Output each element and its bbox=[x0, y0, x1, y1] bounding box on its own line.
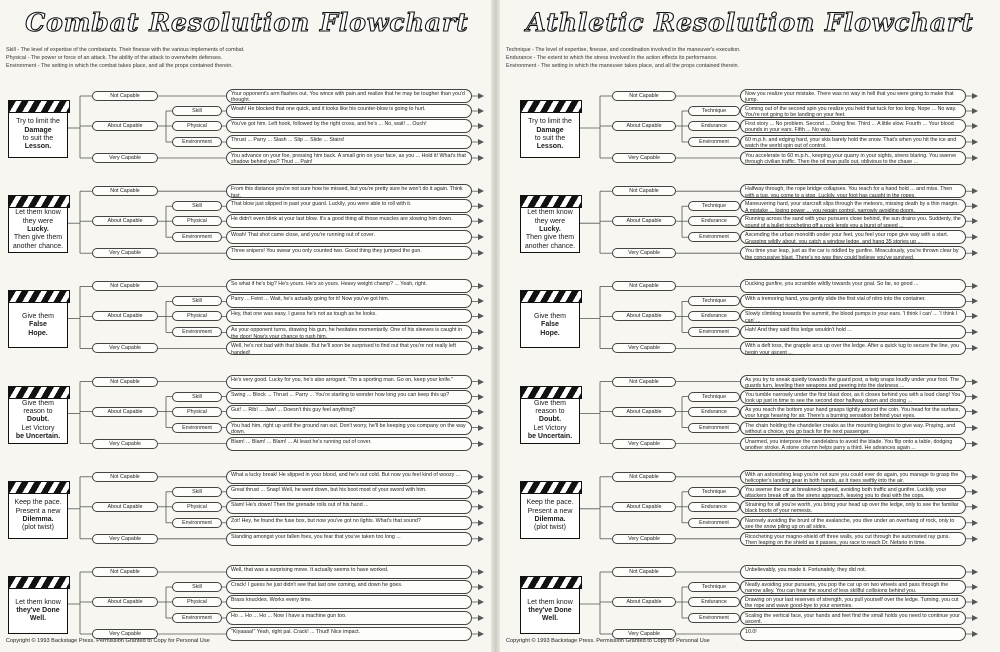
definition-endurance: Endurance - The extent to which the stress involved in the action effects its performance. bbox=[506, 55, 718, 61]
outcome-description: Standing amongst your fallen foes, you fear that you've taken too long ... bbox=[226, 532, 472, 546]
capability-label: Very Capable bbox=[92, 248, 158, 258]
goal-line: Let them know bbox=[15, 598, 61, 606]
capability-label: Not Capable bbox=[612, 186, 676, 196]
outcome-description: Swing ... Block ... Thrust ... Parry ... You're starting to wonder how long you can keep this up? bbox=[226, 390, 472, 404]
factor-label: Environment bbox=[688, 518, 740, 528]
goal-line: Keep the pace. bbox=[526, 499, 574, 507]
clapperboard-icon bbox=[8, 195, 70, 255]
arrow-right-icon bbox=[478, 283, 484, 289]
arrow-right-icon bbox=[972, 345, 978, 351]
factor-label: Physical bbox=[172, 216, 222, 226]
definition-skill: Skill - The level of expertise of the combatants. Their finesse with the various implements of combat. bbox=[6, 47, 245, 53]
outcome-description: You accelerate to 60 m.p.h., keeping your quarry in your sights, sirens blaring. You swerve through civilian traffic. Then the oil man pulls out, oblivious to the chase ... bbox=[740, 151, 966, 165]
factor-label: Environment bbox=[688, 137, 740, 147]
outcome-description: You tumble narrowly under the first blast door, as it closes behind you with a loud clang! You look up just in time to see the second door halfway down and closing ... bbox=[740, 390, 966, 404]
outcome-description: Narrowly avoiding the brunt of the avalanche, you dive under an overhang of rock, only to see the snow piling up on all sides. bbox=[740, 516, 966, 530]
arrow-right-icon bbox=[478, 188, 484, 194]
factor-label: Endurance bbox=[688, 216, 740, 226]
outcome-description: So what if he's big? He's yours. He's so yours. Heavy weight champ? ... Yeah, right. bbox=[226, 279, 472, 293]
arrow-right-icon bbox=[972, 123, 978, 129]
factor-label: Physical bbox=[172, 311, 222, 321]
factor-label: Skill bbox=[172, 296, 222, 306]
goal-line: Try to limit the bbox=[528, 118, 572, 126]
arrow-right-icon bbox=[478, 313, 484, 319]
definition-technique: Technique - The level of expertise, finesse, and coordination involved in the maneuver's execution. bbox=[506, 47, 741, 53]
factor-label: Technique bbox=[688, 487, 740, 497]
factor-label: Environment bbox=[172, 327, 222, 337]
outcome-description: Drawing on your last reserves of strength, you pull yourself over the ledge. Turning, you cut the rope and wave good-bye to your enemies. bbox=[740, 595, 966, 609]
factor-label: Physical bbox=[172, 597, 222, 607]
outcome-goal bbox=[520, 112, 580, 158]
goal-line: Doubt. bbox=[26, 416, 50, 424]
outcome-description: 10.0! bbox=[740, 627, 966, 641]
factor-label: Environment bbox=[172, 518, 222, 528]
goal-line: False bbox=[541, 321, 559, 329]
capability-label: Very Capable bbox=[612, 439, 676, 449]
factor-label: Technique bbox=[688, 392, 740, 402]
arrow-right-icon bbox=[972, 394, 978, 400]
outcome-description: Straining for all you're worth, you bring your head up over the ledge, only to see the familiar black boots of your nemesis. bbox=[740, 500, 966, 514]
outcome-description: As you reach the bottom your hand grasps tightly around the coin. You head for the surface, your lungs heaving for air. There's a burning sensation behind your eyes. bbox=[740, 405, 966, 419]
capability-label: Not Capable bbox=[612, 91, 676, 101]
outcome-goal bbox=[520, 398, 580, 444]
outcome-description: "Kiyaaaa!" Yeah, right pal. Crack! ... Thud! Nice impact. bbox=[226, 627, 472, 641]
arrow-right-icon bbox=[972, 599, 978, 605]
goal-line: they were bbox=[534, 217, 566, 225]
outcome-goal bbox=[520, 207, 580, 253]
arrow-right-icon bbox=[972, 441, 978, 447]
capability-label: Not Capable bbox=[92, 281, 158, 291]
goal-line: Give them bbox=[534, 312, 566, 320]
arrow-right-icon bbox=[972, 584, 978, 590]
arrow-right-icon bbox=[478, 409, 484, 415]
factor-label: Skill bbox=[172, 487, 222, 497]
clapperboard-icon bbox=[8, 576, 70, 636]
arrow-right-icon bbox=[478, 425, 484, 431]
outcome-goal bbox=[8, 588, 68, 634]
arrow-right-icon bbox=[972, 298, 978, 304]
outcome-description: 60 m.p.h. and edging hard, your skis barely hold the snow. That's when you hit the ice and watch the world spin out of control. bbox=[740, 135, 966, 149]
outcome-description: The chain holding the chandelier creaks as the mounting begins to give way. Praying, and without a choice, you go back for the next passenger. bbox=[740, 421, 966, 435]
capability-label: Very Capable bbox=[612, 248, 676, 258]
capability-label: Not Capable bbox=[612, 472, 676, 482]
arrow-right-icon bbox=[972, 218, 978, 224]
goal-line: Then give them bbox=[13, 234, 63, 242]
outcome-description: With a deft toss, the grapple arcs up over the ledge. After a quick tug to secure the line, you begin your ascent ... bbox=[740, 341, 966, 355]
capability-label: Not Capable bbox=[612, 377, 676, 387]
arrow-right-icon bbox=[478, 155, 484, 161]
clapperboard-icon bbox=[8, 100, 70, 160]
outcome-description: With a tremoring hand, you gently slide the first vial of nitro into the container. bbox=[740, 294, 966, 308]
outcome-description: Hah! And they said this ledge wouldn't hold ... bbox=[740, 325, 966, 339]
clapperboard-icon bbox=[520, 290, 582, 350]
goal-line: Try to limit the bbox=[16, 118, 60, 126]
capability-label: Very Capable bbox=[92, 153, 158, 163]
clapperboard-icon bbox=[520, 481, 582, 541]
capability-label: Not Capable bbox=[92, 91, 158, 101]
outcome-description: What a lucky break! He slipped in your blood, and he's out cold. But now you feel kind of woozy ... bbox=[226, 470, 472, 484]
goal-line: Hope. bbox=[28, 329, 48, 337]
factor-label: Physical bbox=[172, 502, 222, 512]
factor-label: Physical bbox=[172, 121, 222, 131]
arrow-right-icon bbox=[972, 569, 978, 575]
goal-line: Let Victory bbox=[21, 424, 55, 432]
outcome-description: Three snipers! You swear you only counted two. Good thing they jumped the gun. bbox=[226, 246, 472, 260]
capability-label: Very Capable bbox=[92, 534, 158, 544]
goal-line: they've Done bbox=[528, 606, 572, 614]
goal-line: they were bbox=[22, 217, 54, 225]
page-gutter bbox=[491, 0, 500, 652]
arrow-right-icon bbox=[972, 93, 978, 99]
capability-label: About Capable bbox=[612, 597, 676, 607]
outcome-description: You time your leap, just as the car is riddled by gunfire. Miraculously, you're thrown clear by the concussive blast. There's no way they could believe you've survived. bbox=[740, 246, 966, 260]
clapperboard-icon bbox=[8, 290, 70, 350]
arrow-right-icon bbox=[478, 536, 484, 542]
capability-label: About Capable bbox=[612, 407, 676, 417]
factor-label: Skill bbox=[172, 106, 222, 116]
arrow-right-icon bbox=[972, 155, 978, 161]
capability-label: Not Capable bbox=[92, 186, 158, 196]
arrow-right-icon bbox=[972, 474, 978, 480]
goal-line: Let them know bbox=[527, 209, 573, 217]
clapperboard-icon bbox=[8, 386, 70, 446]
outcome-description: You advance on your foe, pressing him back. A small grin on your face, as you ... Hold it! What's that shadow behind you? Thud ... Pain! bbox=[226, 151, 472, 165]
outcome-description: Woah! That shot came close, and you're running out of cover. bbox=[226, 230, 472, 244]
outcome-description: Scaling the vertical face, your hands and feet find the small holds you need to continue your ascent. bbox=[740, 611, 966, 625]
factor-label: Environment bbox=[688, 327, 740, 337]
factor-label: Skill bbox=[172, 582, 222, 592]
outcome-description: Brass knuckles. Works every time. bbox=[226, 595, 472, 609]
factor-label: Environment bbox=[172, 423, 222, 433]
arrow-right-icon bbox=[972, 250, 978, 256]
outcome-description: Maneuvering hard, your starcraft slips through the meteors, missing death by a thin margin. A mistake ... losing power ... you regain control, narrowly avoiding doom. bbox=[740, 199, 966, 213]
arrow-right-icon bbox=[972, 536, 978, 542]
capability-label: About Capable bbox=[92, 502, 158, 512]
outcome-description: Halfway through, the rope bridge collapses. You reach for a hand hold ... and miss. Then with a tug, you come to a stop. Luckily, your foot has caught in the ropes. bbox=[740, 184, 966, 198]
arrow-right-icon bbox=[972, 379, 978, 385]
goal-line: reason to bbox=[23, 408, 53, 416]
goal-line: Doubt. bbox=[538, 416, 562, 424]
outcome-description: Slowly climbing towards the summit, the blood pumps in your ears. 'I think I can' ... 'I think I can' ... bbox=[740, 309, 966, 323]
arrow-right-icon bbox=[478, 504, 484, 510]
factor-label: Environment bbox=[688, 232, 740, 242]
goal-line: Let them know bbox=[15, 209, 61, 217]
outcome-description: First story ... No problem. Second ... Doing fine. Third ... A little slow. Fourth ... Your blood pounds in your ears. Fifth ... No way. bbox=[740, 119, 966, 133]
arrow-right-icon bbox=[972, 139, 978, 145]
outcome-description: Unarmed, you interpose the candelabra to avoid the blade. You flip onto a table, dodging another stroke. A stone column helps parry a third. He advances again ... bbox=[740, 437, 966, 451]
outcome-description: Ducking gunfire, you scramble wildly towards your goal. So far, so good ... bbox=[740, 279, 966, 293]
goal-line: Let Victory bbox=[533, 424, 567, 432]
capability-label: About Capable bbox=[612, 121, 676, 131]
goal-line: Lesson. bbox=[24, 143, 52, 151]
factor-label: Technique bbox=[688, 582, 740, 592]
capability-label: About Capable bbox=[92, 407, 158, 417]
goal-line: to suit the bbox=[22, 135, 54, 142]
goal-line: Keep the pace. bbox=[14, 499, 62, 507]
arrow-right-icon bbox=[478, 379, 484, 385]
capability-label: About Capable bbox=[92, 121, 158, 131]
arrow-right-icon bbox=[972, 313, 978, 319]
capability-label: About Capable bbox=[612, 502, 676, 512]
goal-line: another chance. bbox=[524, 242, 576, 250]
outcome-description: Woah! He blocked that one quick, and it looks like his counter-blow is going to hurt. bbox=[226, 104, 472, 118]
copyright-footer: Copyright © 1993 Backstage Press. Permission Granted to Copy for Personal Use bbox=[506, 638, 710, 644]
goal-line: reason to bbox=[535, 408, 565, 416]
factor-label: Physical bbox=[172, 407, 222, 417]
goal-line: Then give them bbox=[525, 234, 575, 242]
factor-label: Skill bbox=[172, 201, 222, 211]
outcome-description: With an astonishing leap you're not sure you could ever do again, you manage to grasp the helicopter's landing gear in both hands, as it rises swiftly into the air. bbox=[740, 470, 966, 484]
arrow-right-icon bbox=[972, 203, 978, 209]
arrow-right-icon bbox=[478, 615, 484, 621]
arrow-right-icon bbox=[972, 489, 978, 495]
clapperboard-icon bbox=[520, 100, 582, 160]
capability-label: About Capable bbox=[612, 311, 676, 321]
factor-label: Endurance bbox=[688, 121, 740, 131]
clapperboard-icon bbox=[520, 195, 582, 255]
capability-label: Not Capable bbox=[92, 377, 158, 387]
outcome-description: Well, that was a surprising move. It actually seems to have worked. bbox=[226, 565, 472, 579]
outcome-description: Hey, that one was easy. I guess he's not as tough as he looks. bbox=[226, 309, 472, 323]
arrow-right-icon bbox=[972, 188, 978, 194]
outcome-description: You've got him. Left hook, followed by the right cross, and he's ... No, wait! ... Ouch! bbox=[226, 119, 472, 133]
arrow-right-icon bbox=[478, 441, 484, 447]
outcome-description: That blow just slipped in past your guard. Luckily, you were able to roll with it. bbox=[226, 199, 472, 213]
arrow-right-icon bbox=[478, 298, 484, 304]
athletic-page bbox=[500, 0, 1000, 652]
arrow-right-icon bbox=[478, 569, 484, 575]
arrow-right-icon bbox=[972, 631, 978, 637]
arrow-right-icon bbox=[478, 93, 484, 99]
outcome-goal bbox=[8, 493, 68, 539]
goal-line: Give them bbox=[534, 399, 566, 407]
goal-line: be Uncertain. bbox=[527, 433, 573, 441]
arrow-right-icon bbox=[478, 250, 484, 256]
definition-physical: Physical - The power or force of an attack. The ability of the attack to overwhelm defenses. bbox=[6, 55, 223, 61]
outcome-goal bbox=[8, 302, 68, 348]
arrow-right-icon bbox=[972, 520, 978, 526]
outcome-description: Ascending the urban monolith under your feet, you feel your rope give way with a start. Grasping wildly about, you catch a window ledge, and hang 35 stories up ... bbox=[740, 230, 966, 244]
outcome-description: Your opponent's arm flashes out. You wince with pain and realize that he may be tougher than you'd thought. bbox=[226, 89, 472, 103]
capability-label: About Capable bbox=[612, 216, 676, 226]
capability-label: Very Capable bbox=[92, 629, 158, 639]
outcome-goal bbox=[520, 302, 580, 348]
goal-line: Present a new bbox=[527, 507, 573, 515]
outcome-description: Great thrust ... Snap! Well, he went down, but his boot most of your sword with him. bbox=[226, 485, 472, 499]
goal-line: False bbox=[29, 321, 47, 329]
factor-label: Technique bbox=[688, 296, 740, 306]
goal-line: Lucky. bbox=[27, 226, 49, 234]
arrow-right-icon bbox=[478, 599, 484, 605]
goal-line: Lesson. bbox=[536, 143, 564, 151]
goal-line: Lucky. bbox=[539, 226, 561, 234]
capability-label: Not Capable bbox=[612, 281, 676, 291]
arrow-right-icon bbox=[478, 631, 484, 637]
capability-label: Very Capable bbox=[92, 343, 158, 353]
outcome-goal bbox=[520, 493, 580, 539]
factor-label: Environment bbox=[172, 613, 222, 623]
arrow-right-icon bbox=[478, 345, 484, 351]
outcome-description: You had him, right up until the ground ran out. Don't worry, he'll be keeping you company on the way down. bbox=[226, 421, 472, 435]
page-title: Athletic Resolution Flowchart bbox=[526, 8, 974, 37]
arrow-right-icon bbox=[972, 425, 978, 431]
arrow-right-icon bbox=[972, 615, 978, 621]
goal-line: to suit the bbox=[534, 135, 566, 142]
goal-line: Give them bbox=[22, 399, 54, 407]
goal-line: Well. bbox=[541, 615, 559, 623]
arrow-right-icon bbox=[478, 474, 484, 480]
outcome-goal bbox=[8, 207, 68, 253]
clapperboard-icon bbox=[520, 576, 582, 636]
outcome-goal bbox=[520, 588, 580, 634]
capability-label: Very Capable bbox=[612, 153, 676, 163]
outcome-description: As your opponent turns, drawing his gun, he hesitates momentarily. One of his sleeves is caught in the door! Now's your chance to rush him. bbox=[226, 325, 472, 339]
outcome-description: Ho ... Ho ... Ho ... Now I have a machine gun too. bbox=[226, 611, 472, 625]
goal-line: they've Done bbox=[16, 606, 60, 614]
outcome-description: Neatly avoiding your pursuers, you pop the car up on two wheels and pass through the narrow alley. You can hear the sound of less skillful collisions behind you. bbox=[740, 580, 966, 594]
arrow-right-icon bbox=[972, 329, 978, 335]
outcome-description: He didn't even blink at your last blow. It's a good thing all those muscles are slowing him down. bbox=[226, 214, 472, 228]
factor-label: Endurance bbox=[688, 311, 740, 321]
definition-environment: Environment - The setting in which the combat takes place, and all the props contained therein. bbox=[6, 63, 233, 69]
arrow-right-icon bbox=[478, 139, 484, 145]
copyright-footer: Copyright © 1993 Backstage Press. Permission Granted to Copy for Personal Use bbox=[6, 638, 210, 644]
capability-label: Very Capable bbox=[612, 343, 676, 353]
capability-label: Very Capable bbox=[92, 439, 158, 449]
arrow-right-icon bbox=[478, 123, 484, 129]
outcome-description: Blam! ... Blam! ... Blam! ... At least he's running out of cover. bbox=[226, 437, 472, 451]
arrow-right-icon bbox=[972, 409, 978, 415]
outcome-description: He's very good. Lucky for you, he's also arrogant. "I'm a sporting man. Go on, keep your knife." bbox=[226, 375, 472, 389]
goal-line: Give them bbox=[22, 312, 54, 320]
arrow-right-icon bbox=[478, 489, 484, 495]
capability-label: Not Capable bbox=[92, 472, 158, 482]
outcome-description: Thrust ... Parry ... Slash ... Slip ... Slide ... Stairs! bbox=[226, 135, 472, 149]
outcome-description: Crack! I guess he just didn't see that last one coming, and down he goes. bbox=[226, 580, 472, 594]
outcome-description: Slam! He's down! Then the grenade rolls out of his hand ... bbox=[226, 500, 472, 514]
arrow-right-icon bbox=[972, 283, 978, 289]
goal-line: Hope. bbox=[540, 329, 560, 337]
goal-line: Dilemma. bbox=[534, 515, 566, 523]
outcome-description: You swerve the car at breakneck speed, avoiding both traffic and gunfire. Luckily, your attackers break off as the sirens approach, leaving you to deal with the cops. bbox=[740, 485, 966, 499]
factor-label: Environment bbox=[688, 423, 740, 433]
clapperboard-icon bbox=[8, 481, 70, 541]
arrow-right-icon bbox=[478, 108, 484, 114]
arrow-right-icon bbox=[478, 234, 484, 240]
arrow-right-icon bbox=[478, 520, 484, 526]
outcome-description: Ricocheting your magno-shield off three walls, you cut through the automated ray guns. Then leaping on the shield as it passes, you race to reach Dr. Nefario in time. bbox=[740, 532, 966, 546]
clapperboard-icon bbox=[520, 386, 582, 446]
outcome-description: As you try to sneak quietly towards the guard post, a twig snaps loudly under your foot. The guards turn, leveling their weapons and peering into the darkness ... bbox=[740, 375, 966, 389]
arrow-right-icon bbox=[478, 203, 484, 209]
outcome-description: Well, he's not bad with that blade. But he'll soon be surprised to find out that you're not really left handed! bbox=[226, 341, 472, 355]
factor-label: Skill bbox=[172, 392, 222, 402]
outcome-description: Unbelievably, you made it. Fortunately, they did not. bbox=[740, 565, 966, 579]
factor-label: Endurance bbox=[688, 502, 740, 512]
factor-label: Environment bbox=[172, 137, 222, 147]
goal-line: (plot twist) bbox=[22, 524, 54, 532]
goal-line: Well. bbox=[29, 615, 47, 623]
arrow-right-icon bbox=[478, 218, 484, 224]
arrow-right-icon bbox=[478, 584, 484, 590]
capability-label: About Capable bbox=[92, 311, 158, 321]
factor-label: Technique bbox=[688, 201, 740, 211]
arrow-right-icon bbox=[478, 394, 484, 400]
capability-label: About Capable bbox=[92, 597, 158, 607]
factor-label: Environment bbox=[688, 613, 740, 623]
page-title: Combat Resolution Flowchart bbox=[25, 8, 469, 37]
capability-label: Very Capable bbox=[612, 534, 676, 544]
outcome-description: Running across the sand with your pursuers close behind, the sun drains you. Suddenly, the sound of a bullet ricocheting off a rock lends you a burst of speed ... bbox=[740, 214, 966, 228]
goal-line: Let them know bbox=[527, 598, 573, 606]
factor-label: Endurance bbox=[688, 407, 740, 417]
goal-line: Dilemma. bbox=[22, 515, 54, 523]
outcome-description: Parry ... Feint ... Wait, he's actually going for it! Now you've got him. bbox=[226, 294, 472, 308]
outcome-description: Now you realize your mistake. There was no way in hell that you were going to make that jump. bbox=[740, 89, 966, 103]
arrow-right-icon bbox=[972, 504, 978, 510]
factor-label: Environment bbox=[172, 232, 222, 242]
outcome-description: Coming out of the second spin you realize you held that tuck for too long. Nope ... No way. You're not going to be landing on your feet. bbox=[740, 104, 966, 118]
outcome-description: Gut! ... Rib! ... Jaw! ... Doesn't this guy feel anything? bbox=[226, 405, 472, 419]
factor-label: Technique bbox=[688, 106, 740, 116]
capability-label: About Capable bbox=[92, 216, 158, 226]
factor-label: Endurance bbox=[688, 597, 740, 607]
goal-line: (plot twist) bbox=[534, 524, 566, 532]
goal-line: Damage bbox=[24, 126, 52, 134]
outcome-description: From this distance you're not sure how he missed, but you're pretty sure he won't do it again. Think fast. bbox=[226, 184, 472, 198]
goal-line: be Uncertain. bbox=[15, 433, 61, 441]
capability-label: Very Capable bbox=[612, 629, 676, 639]
goal-line: another chance. bbox=[12, 242, 64, 250]
goal-line: Present a new bbox=[15, 507, 61, 515]
outcome-description: Zot! Hey, he found the fuse box, but now you've got no lights. What's that sound? bbox=[226, 516, 472, 530]
capability-label: Not Capable bbox=[92, 567, 158, 577]
arrow-right-icon bbox=[972, 234, 978, 240]
arrow-right-icon bbox=[972, 108, 978, 114]
definition-environment: Environment - The setting in which the maneuver takes place, and all the props contained therein. bbox=[506, 63, 740, 69]
combat-page bbox=[0, 0, 494, 652]
outcome-goal bbox=[8, 112, 68, 158]
arrow-right-icon bbox=[478, 329, 484, 335]
capability-label: Not Capable bbox=[612, 567, 676, 577]
goal-line: Damage bbox=[536, 126, 564, 134]
outcome-goal bbox=[8, 398, 68, 444]
